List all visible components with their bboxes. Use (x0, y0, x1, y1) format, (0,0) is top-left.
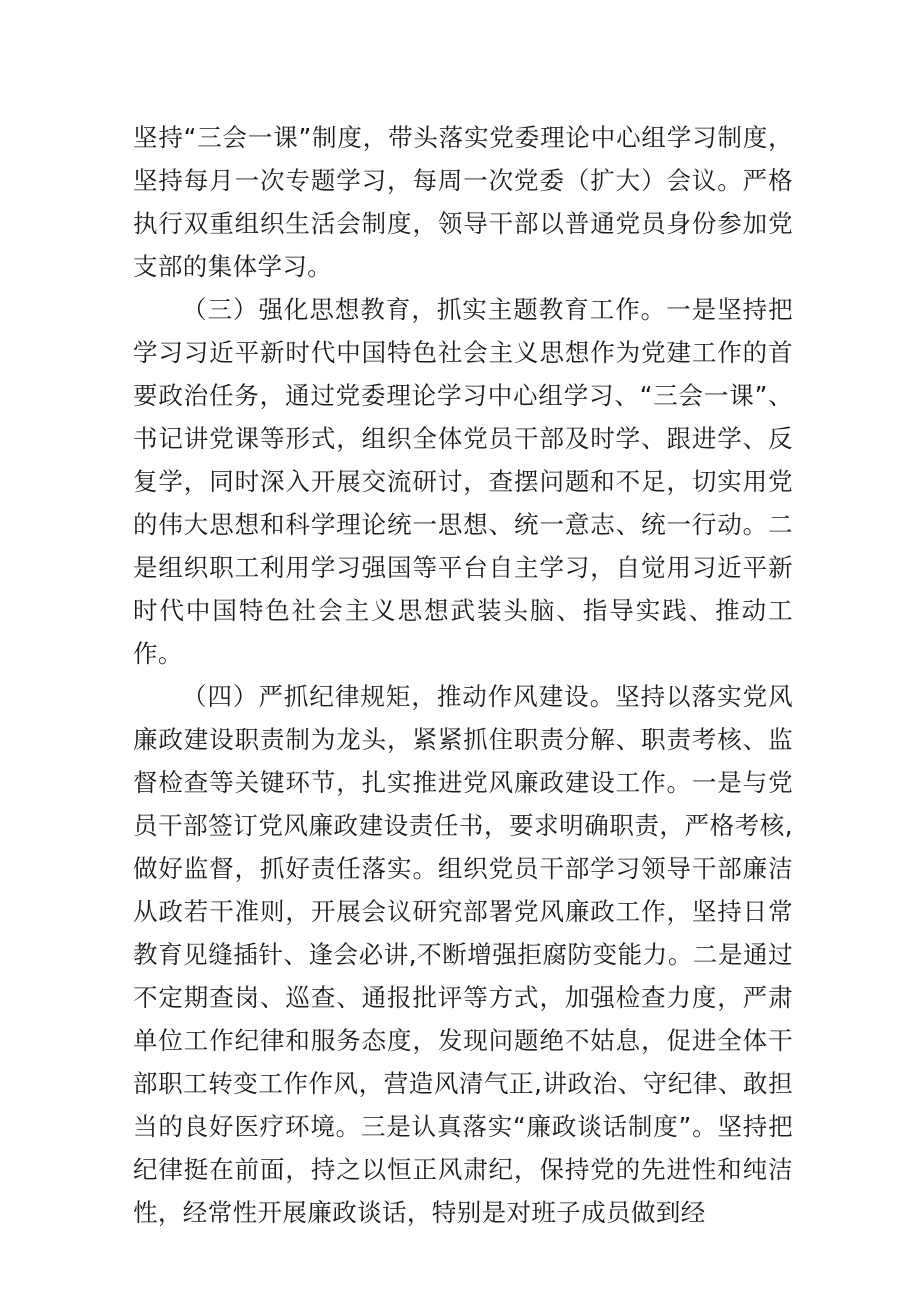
paragraph-discipline-rules: （四）严抓纪律规矩，推动作风建设。坚持以落实党风廉政建设职责制为龙头，紧紧抓住职责分解、职责考核、监督检查等关键环节，扎实推进党风廉政建设工作。一是与党员干部签订党风廉政建设责任书，要求明确职责，严格考核,做好监督，抓好责任落实。组织党员干部学习领导干部廉洁从政若干准则，开展会议研究部署党风廉政工作，坚持日常教育见缝插针、逢会必讲,不断增强拒腐防变能力。二是通过不定期查岗、巡查、通报批评等方式，加强检查力度，严肃单位工作纪律和服务态度，发现问题绝不姑息，促进全体干部职工转变工作作风，营造风清气正,讲政治、守纪律、敢担当的良好医疗环境。三是认真落实“廉政谈话制度”。坚持把纪律挺在前面，持之以恒正风肃纪，保持党的先进性和纯洁性，经常性开展廉政谈话，特别是对班子成员做到经 (133, 682, 793, 1227)
paragraph-study-system: 坚持“三会一课”制度，带头落实党委理论中心组学习制度，坚持每月一次专题学习，每周一次党委（扩大）会议。严格执行双重组织生活会制度，领导干部以普通党员身份参加党支部的集体学习。 (133, 123, 793, 281)
document-body (133, 116, 793, 1234)
paragraph-ideological-education: （三）强化思想教育，抓实主题教育工作。一是坚持把学习习近平新时代中国特色社会主义思想作为党建工作的首要政治任务，通过党委理论学习中心组学习、“三会一课”、书记讲党课等形式，组织全体党员干部及时学、跟进学、反复学，同时深入开展交流研讨，查摆问题和不足，切实用党的伟大思想和科学理论统一思想、统一意志、统一行动。二是组织职工利用学习强国等平台自主学习，自觉用习近平新时代中国特色社会主义思想武装头脑、指导实践、推动工作。 (133, 295, 793, 668)
